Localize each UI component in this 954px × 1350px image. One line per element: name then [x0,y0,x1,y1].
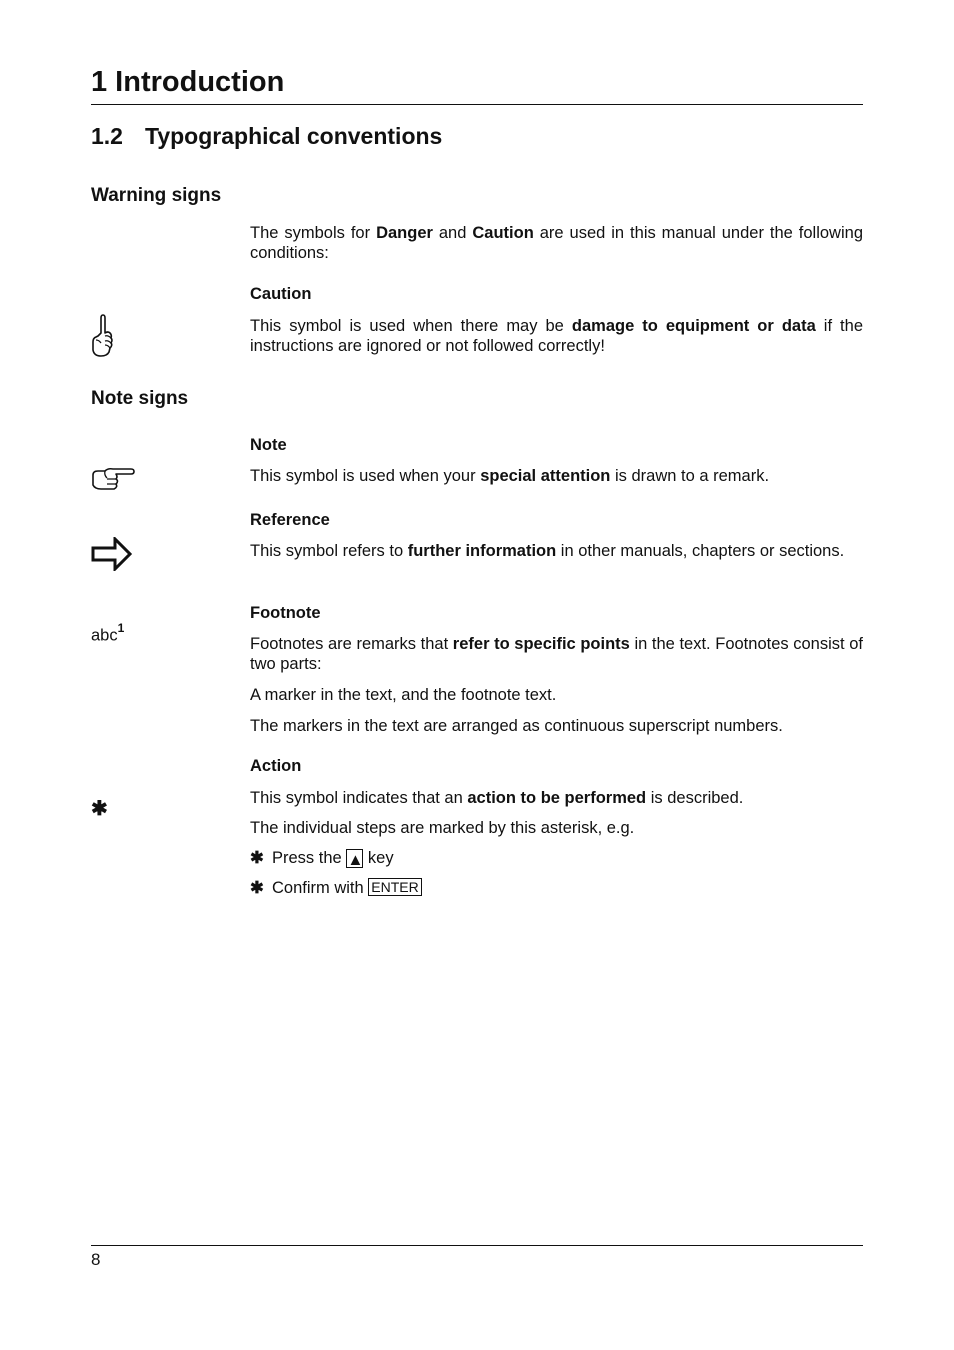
footnote-markers: The markers in the text are arranged as continuous superscript numbers. [250,717,783,735]
warning-signs-heading: Warning signs [91,185,222,206]
pointing-hand-icon [91,312,115,363]
action-steps-intro: The individual steps are marked by this asterisk, e.g. [250,819,635,837]
step-asterisk-icon: ✱ [250,879,264,897]
reference-label: Reference [250,511,330,529]
footnote-parts: A marker in the text, and the footnote text. [250,686,557,704]
section-title-text: Typographical conventions [145,123,443,149]
action-text: This symbol indicates that an action to be performed is described. [250,789,744,807]
caution-text: This symbol is used when there may be damage to equipment or data if the instructions are ignored or not followed correctly! [250,317,863,355]
action-step: ✱ Confirm with ENTER [250,878,422,898]
note-signs-heading: Note signs [91,388,189,409]
step-asterisk-icon: ✱ [250,849,264,867]
action-label: Action [250,757,302,775]
page-number: 8 [91,1250,101,1269]
footnote-text: Footnotes are remarks that refer to specific points in the text. Footnotes consist of two parts: [250,635,863,673]
action-step: ✱ Press the ▲ key [250,849,394,869]
arrow-right-outline-icon [91,537,133,576]
footer-divider [91,1245,863,1246]
chapter-divider [91,104,863,105]
up-arrow-key: ▲ [347,851,364,869]
reference-text: This symbol refers to further information in other manuals, chapters or sections. [250,542,845,560]
asterisk-icon: ✱ [91,798,108,820]
caution-label: Caution [250,285,312,303]
section-title [91,123,442,150]
warning-intro: The symbols for Danger and Caution are used in this manual under the following conditions: [250,224,863,262]
note-text: This symbol is used when your special attention is drawn to a remark. [250,467,770,485]
footnote-marker: abc$^1$ [91,621,125,645]
note-label: Note [250,436,287,454]
footnote-label: Footnote [250,604,321,622]
chapter-title: 1 Introduction [91,66,285,98]
enter-key: ENTER [368,878,421,896]
section-number: 1.2 [91,123,123,149]
hand-pointing-right-icon [91,466,135,499]
